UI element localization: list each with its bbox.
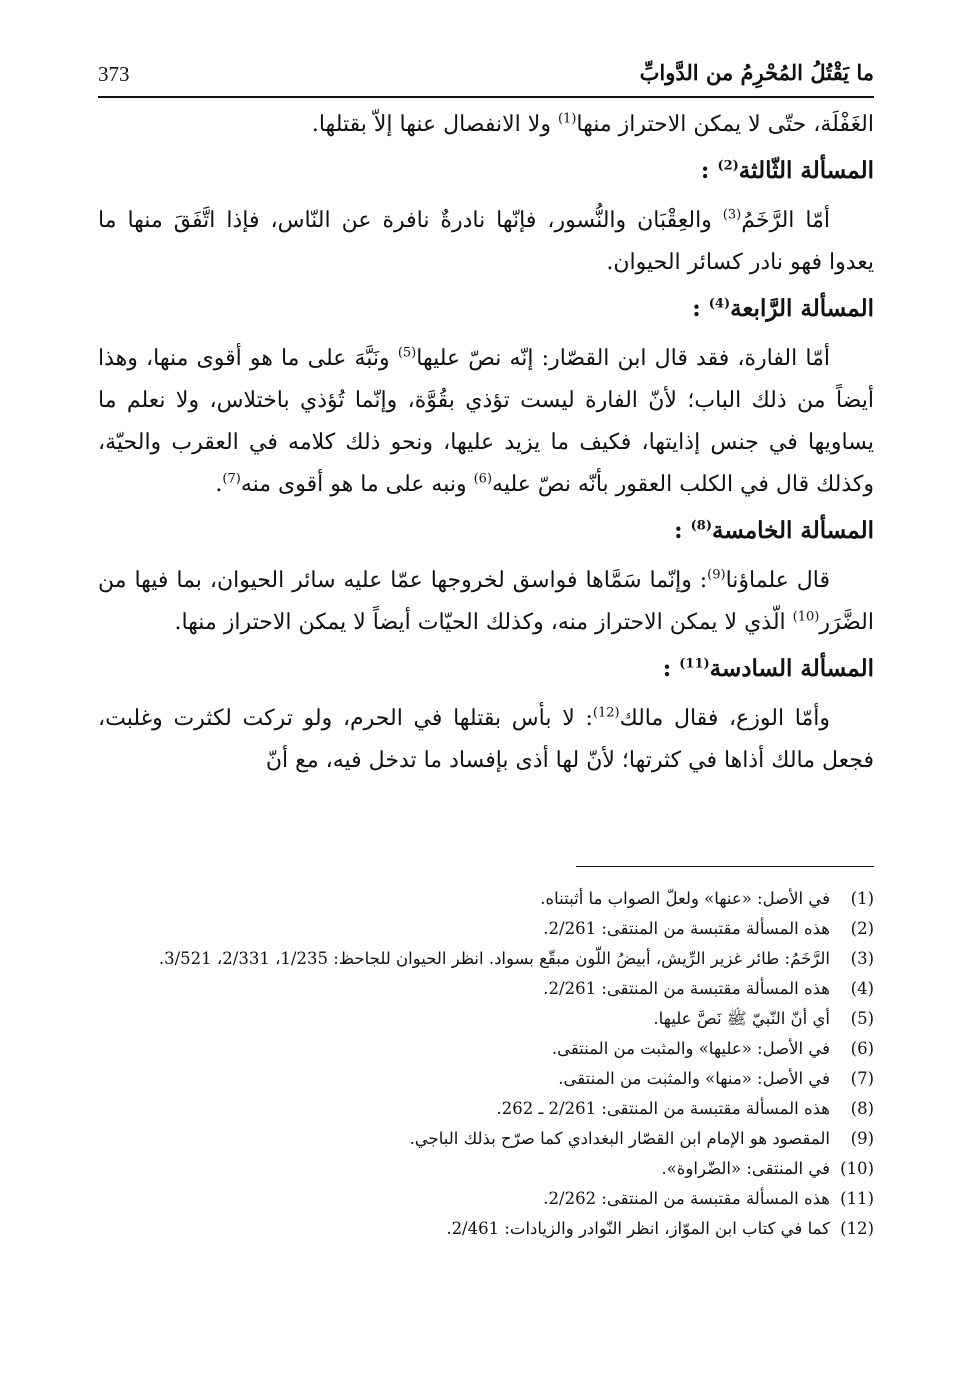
footnote [98, 944, 874, 974]
paragraph-5 [98, 560, 874, 644]
footnote [98, 1154, 874, 1184]
footnote [98, 1214, 874, 1244]
heading-text: المسألة الرَّابعة [730, 295, 874, 322]
page-header [98, 56, 874, 98]
footnote-text: هذه المسألة مقتبسة من المنتقى: 2/261. [543, 979, 830, 998]
section-heading-3 [98, 150, 874, 192]
footnote-ref-6: (6) [473, 471, 493, 487]
footnote [98, 884, 874, 914]
footnote-number: (8) [850, 1099, 874, 1118]
heading-text: المسألة الخامسة [712, 517, 874, 544]
footnote [98, 1094, 874, 1124]
paragraph-continuation [98, 104, 874, 146]
text-span: . [215, 472, 223, 497]
footnote-text: هذه المسألة مقتبسة من المنتقى: 2/262. [543, 1189, 830, 1208]
text-span: وأمّا الوزع، فقال مالك [619, 706, 830, 731]
page-number: 373 [98, 62, 130, 86]
section-heading-5 [98, 510, 874, 552]
footnote-separator [576, 866, 874, 867]
footnote-text: في الأصل: «عليها» والمثبت من المنتقى. [551, 1039, 830, 1058]
footnote-number: (3) [850, 949, 874, 968]
text-span: ونبه على ما هو أقوى منه [240, 472, 474, 497]
footnote-number: (11) [840, 1189, 874, 1208]
text-span: : لا بأس بقتلها في الحرم، ولو تركت لكثرت وغلبت، فجعل مالك أذاها في كثرتها؛ لأنّ لها أذى بإفساد ما تدخل فيه، مع أنّ [98, 706, 874, 773]
footnote-text: أي أنّ النّبيّ ﷺ نَصَّ عليها. [653, 1009, 830, 1028]
text-span: ونَبَّهَ على ما هو أقوى منها، وهذا أيضاً من ذلك الباب؛ لأنّ الفارة ليست تؤذي بقُوَّة، وإنّما تُؤذي باختلاس، ولا نعلم ما يساويها في جنس إذايتها، فكيف ما يزيد عليها، ونحو ذلك كلامه في العقرب والحيّة، وكذلك قال في الكلب العقور بأنّه نصّ عليه [98, 346, 874, 497]
main-text [98, 104, 874, 782]
footnote-ref-12: (12) [592, 705, 620, 721]
footnote-text: في الأصل: «عنها» ولعلّ الصواب ما أثبتناه. [540, 889, 830, 908]
footnote-ref-5: (5) [397, 345, 417, 361]
footnote-text: الرَّخَمُ: طائر غزير الرِّيش، أبيضُ اللّون مبقّع بسواد. انظر الحيوان للجاحظ: 1/235، 2/331، 3/521. [158, 949, 830, 968]
text-span: والعِقْبَان والنُّسور، فإنّها نادرةٌ نافرة عن النّاس، فإذا اتَّفَقَ منها ما يعدوا فهو نادر كسائر الحيوان. [98, 208, 874, 275]
heading-colon: : [700, 157, 710, 184]
footnote-number: (9) [850, 1129, 874, 1148]
footnote-ref-9: (9) [707, 567, 726, 583]
footnote-ref-10: (10) [792, 609, 820, 625]
footnotes [98, 884, 874, 1244]
footnote-number: (6) [850, 1039, 874, 1058]
text-span: ولا الانفصال عنها إلاّ بقتلها. [311, 112, 558, 137]
heading-colon: : [674, 517, 683, 544]
text-span: : وإنّما سَمَّاها فواسق لخروجها عمّا عليه سائر الحيوان، بما فيها من الضَّرَر [98, 568, 874, 635]
footnote-text: هذه المسألة مقتبسة من المنتقى: 2/261 ـ 262. [496, 1099, 830, 1118]
footnote-text: في الأصل: «منها» والمثبت من المنتقى. [558, 1069, 830, 1088]
footnote [98, 914, 874, 944]
footnote-number: (7) [850, 1069, 874, 1088]
footnote [98, 1004, 874, 1034]
footnote-number: (12) [840, 1219, 874, 1238]
footnote-number: (2) [850, 919, 874, 938]
footnote [98, 1184, 874, 1214]
footnote-text: المقصود هو الإمام ابن القصّار البغدادي كما صرّح بذلك الباجي. [409, 1129, 830, 1148]
footnote-ref-11: (11) [679, 656, 710, 672]
heading-colon: : [662, 655, 672, 682]
footnote [98, 1064, 874, 1094]
footnote [98, 974, 874, 1004]
text-span: أمّا الرَّخَمُ [741, 208, 830, 233]
footnote-number: (1) [850, 889, 874, 908]
footnote-text: في المنتقى: «الضّراوة». [661, 1159, 830, 1178]
paragraph-3 [98, 200, 874, 284]
footnote-ref-2: (2) [717, 158, 739, 174]
footnote-ref-1: (1) [557, 111, 577, 127]
footnote-text: هذه المسألة مقتبسة من المنتقى: 2/261. [543, 919, 830, 938]
heading-text: المسألة الثّالثة [738, 157, 874, 184]
footnote-number: (10) [840, 1159, 874, 1178]
text-span: قال علماؤنا [725, 568, 831, 593]
footnote [98, 1034, 874, 1064]
footnote-number: (4) [850, 979, 874, 998]
text-span: أمّا الفارة، فقد قال ابن القصّار: إنّه نصّ عليها [416, 346, 830, 371]
section-heading-6 [98, 648, 874, 690]
heading-colon: : [692, 295, 701, 322]
text-span: الّذي لا يمكن الاحتراز منه، وكذلك الحيّات أيضاً لا يمكن الاحتراز منها. [174, 610, 793, 635]
footnote-text: كما في كتاب ابن الموّاز، انظر النّوادر والزيادات: 2/461. [446, 1219, 830, 1238]
footnote [98, 1124, 874, 1154]
footnote-ref-4: (4) [708, 296, 731, 312]
footnote-ref-8: (8) [690, 518, 712, 534]
heading-text: المسألة السادسة [709, 655, 874, 682]
footnote-number: (5) [850, 1009, 874, 1028]
text-span: الغَفْلَة، حتّى لا يمكن الاحتراز منها [576, 112, 874, 137]
paragraph-6 [98, 698, 874, 782]
running-title: ما يَقْتُلُ المُحْرِمُ من الدَّوابِّ [639, 60, 874, 85]
paragraph-4 [98, 338, 874, 506]
footnote-ref-3: (3) [722, 207, 742, 223]
footnote-ref-7: (7) [222, 471, 241, 487]
section-heading-4 [98, 288, 874, 330]
